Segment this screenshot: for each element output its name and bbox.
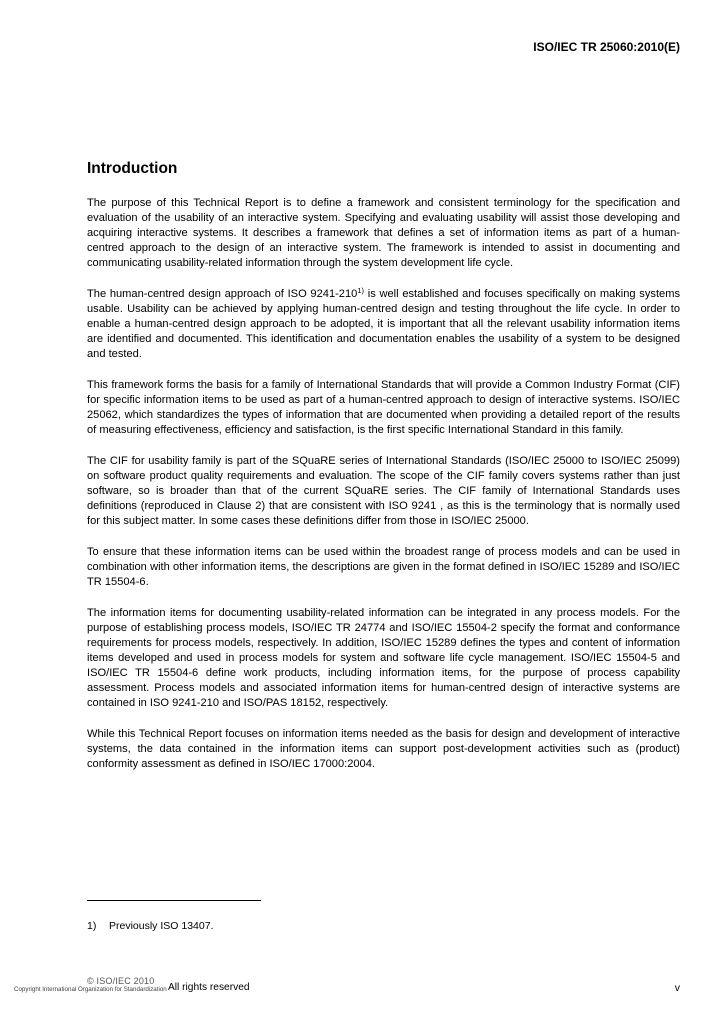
body-text (87, 196, 680, 788)
document-reference: ISO/IEC TR 25060:2010(E) (533, 40, 680, 54)
section-title: Introduction (87, 160, 178, 177)
paragraph-framework: This framework forms the basis for a family of International Standards that will provide a Common Industry Format (CIF) for specific information items to be used as part of a human-centred approach to design of interactive systems. ISO/IEC 25062, which standardizes the types of information that are documented when providing a detailed report of the results of measuring effectiveness, efficiency and satisfaction, is the first specific International Standard in this family. (87, 378, 680, 437)
paragraph-conformity: While this Technical Report focuses on information items needed as the basis for design and development of interactive systems, the data contained in the information items can support post-development activities such as (product) conformity assessment as defined in ISO/IEC 17000:2004. (87, 727, 680, 770)
footnote (87, 920, 213, 932)
paragraph-cif-family: The CIF for usability family is part of the SQuaRE series of International Standards (ISO/IEC 25000 to ISO/IEC 25099) on software product quality requirements and evaluation. The scope of the CIF family covers systems rather than just software, so is broader than that of the current SQuaRE series. The CIF family of International Standards uses definitions (reproduced in Clause 2) that are consistent with ISO 9241 , as this is the terminology that is normally used for this subject matter. In some cases these definitions differ from those in ISO/IEC 25000. (87, 454, 680, 528)
paragraph-purpose: The purpose of this Technical Report is to define a framework and consistent terminology for the specification and evaluation of the usability of an interactive system. Specifying and evaluating usability will assist those developing and acquiring interactive systems. It describes a framework that defines a set of information items as part of a human-centred approach to the design of an interactive system. The framework is intended to assist in documenting and communicating usability-related information through the system development life cycle. (87, 197, 680, 270)
footnote-text: Previously ISO 13407. (109, 920, 214, 932)
page-number: v (674, 982, 680, 994)
footnote-divider (87, 900, 261, 901)
copyright-stamp: Copyright International Organization for Standardization (14, 986, 167, 993)
copyright-notice: © ISO/IEC 2010 (87, 976, 155, 986)
footnote-reference[interactable]: 1) (357, 285, 364, 295)
footnote-number: 1) (87, 920, 97, 932)
paragraph-process-models: To ensure that these information items can be used within the broadest range of process models and can be used in combination with other information items, the descriptions are given in the format defined in ISO/IEC 15289 and ISO/IEC TR 15504-6. (87, 545, 680, 588)
paragraph-human-centred-start: The human-centred design approach of ISO 9241-210 (87, 287, 358, 300)
paragraph-human-centred-end: is well established and focuses specifically on making systems usable. Usability can be achieved by applying human-centred design and testing throughout the life cycle. In order to enable a human-centred design approach to be adopted, it is important that all the relevant usability information items are identified and documented. This identification and documentation enables the usability of a system to be designed and tested. (87, 287, 680, 361)
rights-statement: All rights reserved (168, 982, 250, 993)
paragraph-integration: The information items for documenting usability-related information can be integrated in any process models. For the purpose of establishing process models, ISO/IEC TR 24774 and ISO/IEC 15504-2 specify the format and conformance requirements for process models, respectively. In addition, ISO/IEC 15289 defines the types and content of information items developed and used in process models for system and software life cycle management. ISO/IEC 15504-5 and ISO/IEC TR 15504-6 define work products, including information items, for the purpose of process capability assessment. Process models and associated information items for human-centred design of interactive systems are contained in ISO 9241-210 and ISO/PAS 18152, respectively. (87, 606, 680, 710)
paragraph-human-centred (87, 287, 680, 362)
